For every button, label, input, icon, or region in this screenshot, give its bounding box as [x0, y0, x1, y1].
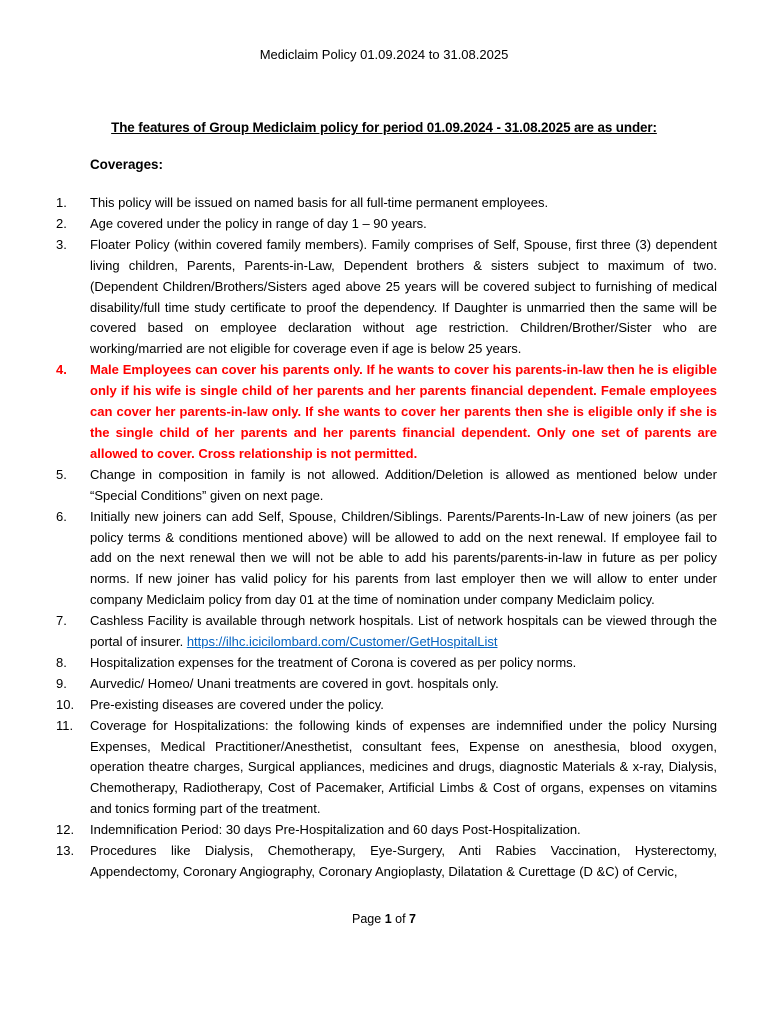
item-text: Change in composition in family is not allowed. Addition/Deletion is allowed as mentioned below under “Special Conditions” given on next page. — [90, 466, 717, 503]
item-text: This policy will be issued on named basis for all full-time permanent employees. — [90, 195, 549, 210]
item-number: 2. — [56, 215, 67, 231]
item-number: 4. — [56, 362, 67, 378]
item-text: Pre-existing diseases are covered under the policy. — [90, 696, 384, 712]
item-number: 11. — [56, 717, 74, 733]
item-number: 1. — [56, 195, 67, 210]
item-text: Floater Policy (within covered family members). Family comprises of Self, Spouse, first three (3) dependent living children, Parents, Parents-in-Law, Dependent brothers & sisters subject to maximum of two. (Dependent Children/Brothers/Sisters aged above 25 years will be covered subject to furnishing of medical disability/full time study certificate to proof the dependency. If Daughter is unmarried then the same will be covered based on employee declaration without age restriction. Children/Brother/Sister who are working/married are not eligible for coverage even if age is below 25 years. — [90, 236, 717, 357]
item-text: Indemnification Period: 30 days Pre-Hospitalization and 60 days Post-Hospitalization. — [90, 822, 581, 838]
list-item — [56, 820, 717, 841]
list-item — [56, 695, 717, 716]
item-text: Initially new joiners can add Self, Spouse, Children/Siblings. Parents/Parents-In-Law of new joiners (as per policy terms & conditions mentioned above) will be allowed to add on the next renewal. If employee fail to add on the next renewal then we will not be able to add his parents/parents-in-law in future as per policy norms. If new joiner has valid policy for his parents from last employer then we will allow to enter under company Mediclaim policy from day 01 at the time of nomination under company Mediclaim policy. — [90, 508, 717, 608]
item-text: Procedures like Dialysis, Chemotherapy, Eye-Surgery, Anti Rabies Vaccination, Hysterectomy, Appendectomy, Coronary Angiography, Coronary Angioplasty, Dilatation & Curettage (D &C) of Cervic, — [90, 843, 717, 879]
current-page-number: 1 — [384, 912, 392, 926]
item-text: Age covered under the policy in range of day 1 – 90 years. — [90, 215, 427, 231]
list-item — [56, 674, 717, 695]
list-item — [56, 235, 717, 360]
item-number: 12. — [56, 822, 75, 838]
item-number: 9. — [56, 675, 67, 691]
page-of-label: of — [391, 912, 410, 926]
coverage-list — [56, 193, 717, 883]
item-text: Aurvedic/ Homeo/ Unani treatments are covered in govt. hospitals only. — [90, 675, 499, 691]
total-page-count: 7 — [409, 912, 416, 926]
list-item — [56, 193, 717, 214]
hospital-list-link[interactable]: https://ilhc.icicilombard.com/Customer/GetHospitalList — [186, 634, 498, 650]
list-item — [56, 653, 717, 674]
list-item — [56, 214, 717, 235]
item-number: 6. — [56, 508, 67, 524]
list-item — [56, 716, 717, 821]
item-text: Coverage for Hospitalizations: the following kinds of expenses are indemnified under the policy Nursing Expenses, Medical Practitioner/Anesthetist, consultant fees, Expense on anesthesia, blood oxygen, operation theatre charges, Surgical appliances, medicines and drugs, diagnostic Materials & x-ray, Dialysis, Chemotherapy, Radiotherapy, Cost of Pacemaker, Artificial Limbs & Cost of organs, expenses on vitamins and tonics forming part of the treatment. — [90, 717, 717, 817]
page-footer — [0, 912, 768, 926]
item-number: 10. — [56, 696, 75, 712]
item-text: Male Employees can cover his parents only. If he wants to cover his parents-in-law then he is eligible only if his wife is single child of her parents and her parents financial dependent. Female employees can cover her parents-in-law only. If she wants to cover her parents then she is eligible only if she is the single child of her parents and her parents financial dependent. Only one set of parents are allowed to cover. Cross relationship is not permitted. — [90, 362, 717, 461]
page-label: Page — [352, 912, 385, 926]
page-header: Mediclaim Policy 01.09.2024 to 31.08.2025 — [259, 47, 509, 62]
item-number: 5. — [56, 466, 67, 482]
item-number: 7. — [56, 613, 67, 629]
list-item — [56, 507, 717, 612]
item-number: 13. — [56, 843, 75, 859]
document-title: The features of Group Mediclaim policy for period 01.09.2024 - 31.08.2025 are as under: — [111, 120, 657, 135]
list-item — [56, 841, 717, 883]
item-number: 3. — [56, 236, 67, 252]
item-text: Hospitalization expenses for the treatment of Corona is covered as per policy norms. — [90, 654, 577, 670]
list-item — [56, 465, 717, 507]
item-text: Cashless Facility is available through network hospitals. List of network hospitals can be viewed through the portal of insurer. — [90, 613, 717, 650]
list-item-highlighted — [56, 360, 717, 465]
list-item — [56, 611, 717, 653]
item-number: 8. — [56, 654, 67, 670]
section-heading-coverages: Coverages: — [90, 157, 163, 172]
